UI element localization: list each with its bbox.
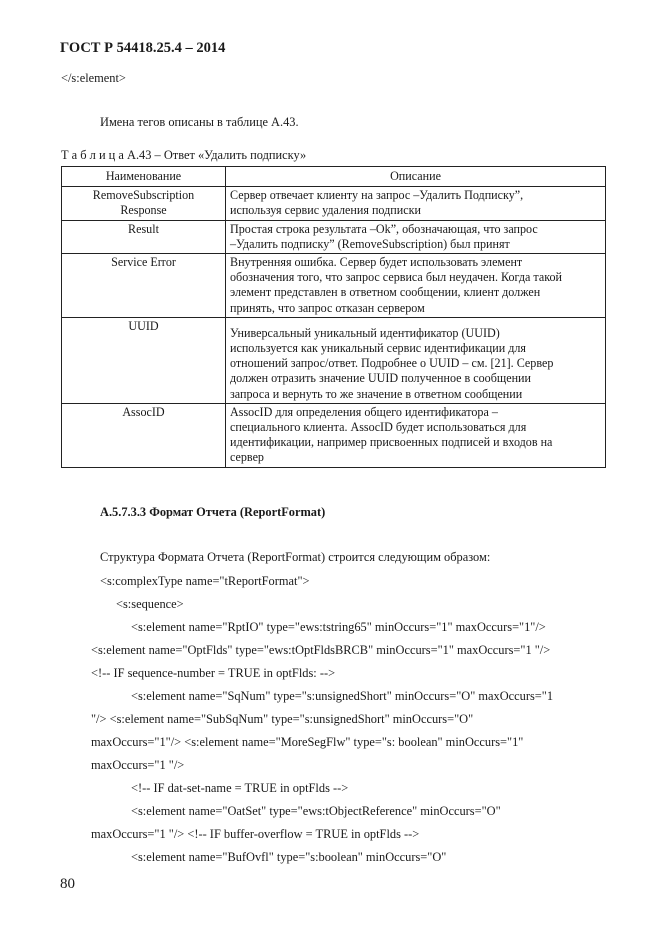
- row-description-cell: [226, 403, 606, 467]
- row-description-line: отношений запрос/ответ. Подробнее о UUID – см. [21]. Сервер: [230, 356, 554, 371]
- code-line: <s:element name="BufOvfl" type="s:boolean" minOccurs="O": [131, 850, 447, 864]
- row-description-line: Сервер отвечает клиенту на запрос –Удалить Подписку”,: [230, 188, 524, 203]
- row-description-line: специального клиента. AssocID будет использоваться для: [230, 420, 527, 435]
- row-name-line: Service Error: [111, 255, 176, 270]
- table-caption: Т а б л и ц а А.43 – Ответ «Удалить подписку»: [61, 148, 307, 162]
- code-line: <!-- IF sequence-number = TRUE in optFlds: -->: [91, 666, 336, 680]
- row-description-line: Универсальный уникальный идентификатор (UUID): [230, 325, 500, 340]
- row-description-cell: [226, 187, 606, 220]
- row-name-line: RemoveSubscription: [92, 188, 195, 203]
- row-description-line: идентификации, например присвоенных подписей и входов на: [230, 435, 553, 450]
- page-number: 80: [60, 876, 75, 892]
- row-description-line: AssocID для определения общего идентификатора –: [230, 404, 498, 419]
- row-description-line: Внутренняя ошибка. Сервер будет использовать элемент: [230, 255, 523, 270]
- row-description-cell: [226, 254, 606, 318]
- code-line: <s:complexType name="tReportFormat">: [100, 574, 310, 588]
- code-line: <!-- IF dat-set-name = TRUE in optFlds -->: [131, 781, 349, 795]
- code-line: maxOccurs="1 "/> <!-- IF buffer-overflow = TRUE in optFlds -->: [91, 827, 420, 841]
- table-row: [62, 317, 606, 403]
- column-header-description: Описание: [226, 167, 606, 187]
- code-line: maxOccurs="1 "/>: [91, 758, 185, 772]
- table-intro-text: Имена тегов описаны в таблице А.43.: [100, 115, 299, 129]
- row-description-line: Простая строка результата –Оk”, обозначающая, что запрос: [230, 221, 538, 236]
- row-name-cell: [62, 254, 226, 318]
- table-row: [62, 254, 606, 318]
- row-description-line: должен отразить значение UUID полученное в сообщении: [230, 371, 531, 386]
- row-name-line: Response: [120, 203, 167, 218]
- code-line: <s:element name="RptIO" type="ews:tstring65" minOccurs="1" maxOccurs="1"/>: [131, 620, 546, 634]
- table-row: [62, 403, 606, 467]
- code-line: <s:element name="SqNum" type="s:unsignedShort" minOccurs="O" maxOccurs="1: [131, 689, 554, 703]
- row-name-line: UUID: [128, 318, 159, 333]
- column-header-name: Наименование: [62, 167, 226, 187]
- row-name-line: Result: [128, 221, 159, 236]
- row-description-line: используя сервис удаления подписки: [230, 203, 421, 218]
- row-description-line: элемент представлен в ответном сообщении, клиент должен: [230, 285, 541, 300]
- row-description-line: используется как уникальный сервис идентификации для: [230, 341, 526, 356]
- row-name-cell: [62, 220, 226, 253]
- table-row: [62, 220, 606, 253]
- row-description-line: запроса и вернуть то же значение в ответном сообщении: [230, 386, 523, 401]
- section-heading: А.5.7.3.3 Формат Отчета (ReportFormat): [100, 505, 326, 519]
- table-header-row: [62, 167, 606, 187]
- row-name-cell: [62, 403, 226, 467]
- code-line: <s:element name="OptFlds" type="ews:tOptFldsBRCB" minOccurs="1" maxOccurs="1 "/>: [91, 643, 551, 657]
- row-description-line: обозначения того, что запрос сервиса был неудачен. Когда такой: [230, 270, 562, 285]
- row-description-line: принять, что запрос отказан сервером: [230, 300, 425, 315]
- row-name-line: AssocID: [122, 404, 165, 419]
- code-line: "/> <s:element name="SubSqNum" type="s:unsignedShort" minOccurs="O": [91, 712, 474, 726]
- row-description-cell: [226, 317, 606, 403]
- table-row: [62, 187, 606, 220]
- row-name-cell: [62, 187, 226, 220]
- close-element-line: </s:element>: [61, 71, 126, 85]
- row-name-cell: [62, 317, 226, 403]
- section-intro-text: Структура Формата Отчета (ReportFormat) строится следующим образом:: [100, 550, 491, 564]
- row-description-cell: [226, 220, 606, 253]
- code-line: <s:sequence>: [116, 597, 184, 611]
- code-line: maxOccurs="1"/> <s:element name="MoreSegFlw" type="s: boolean" minOccurs="1": [91, 735, 524, 749]
- response-table: [61, 166, 606, 468]
- row-description-line: –Удалить подписку” (RemoveSubscription) был принят: [230, 236, 510, 251]
- code-line: <s:element name="OatSet" type="ews:tObjectReference" minOccurs="O": [131, 804, 501, 818]
- row-description-line: сервер: [230, 450, 264, 465]
- document-header: ГОСТ Р 54418.25.4 – 2014: [60, 40, 226, 56]
